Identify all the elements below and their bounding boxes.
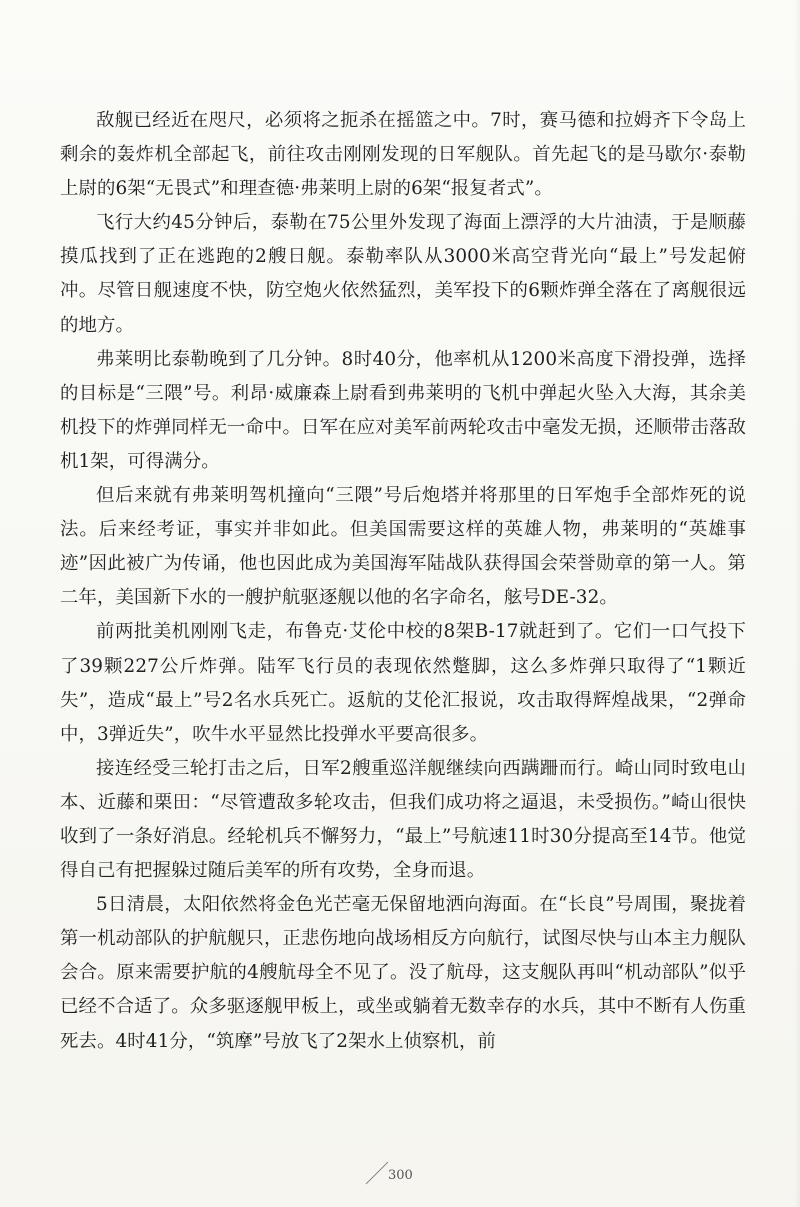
paragraph-7: 5日清晨，太阳依然将金色光芒毫无保留地洒向海面。在“长良”号周围，聚拢着第一机动部队的护航舰只，正悲伤地向战场相反方向航行，试图尽快与山本主力舰队会合。原来需要护航的4艘航母全不见了。没了航母，这支舰队再叫“机动部队”似乎已经不合适了。众多驱逐舰甲板上，或坐或躺着无数幸存的水兵，其中不断有人伤重死去。4时41分，“筑摩”号放飞了2架水上侦察机，前 xyxy=(60,894,746,1052)
page-edge-shadow xyxy=(794,0,800,1207)
paragraph-6: 接连经受三轮打击之后，日军2艘重巡洋舰继续向西蹒跚而行。崎山同时致电山本、近藤和栗田：“尽管遭敌多轮攻击，但我们成功将之逼退，未受损伤。”崎山很快收到了一条好消息。经轮机兵不懈努力，“最上”号航速11时30分提高至14节。他觉得自己有把握躲过随后美军的所有攻势，全身而退。 xyxy=(60,757,746,882)
body-text xyxy=(60,104,746,1059)
page-number: 300 xyxy=(388,1168,413,1183)
paragraph-5: 前两批美机刚刚飞走，布鲁克·艾伦中校的8架B-17就赶到了。它们一口气投下了39颗227公斤炸弹。陆军飞行员的表现依然蹩脚，这么多炸弹只取得了“1颗近失”，造成“最上”号2名水兵死亡。返航的艾伦汇报说，攻击取得辉煌战果，“2弹命中，3弹近失”，吹牛水平显然比投弹水平要高很多。 xyxy=(60,621,746,745)
paragraph-1: 敌舰已经近在咫尺，必须将之扼杀在摇篮之中。7时，赛马德和拉姆齐下令岛上剩余的轰炸机全部起飞，前往攻击刚刚发现的日军舰队。首先起飞的是马歇尔·泰勒上尉的6架“无畏式”和理查德·弗莱明上尉的6架“报复者式”。 xyxy=(60,110,746,200)
paragraph-4: 但后来就有弗莱明驾机撞向“三隈”号后炮塔并将那里的日军炮手全部炸死的说法。后来经考证，事实并非如此。但美国需要这样的英雄人物，弗莱明的“英雄事迹”因此被广为传诵，他也因此成为美国海军陆战队获得国会荣誉勋章的第一人。第二年，美国新下水的一艘护航驱逐舰以他的名字命名，舷号DE-32。 xyxy=(60,485,746,609)
paragraph-2: 飞行大约45分钟后，泰勒在75公里外发现了海面上漂浮的大片油渍，于是顺藤摸瓜找到了正在逃跑的2艘日舰。泰勒率队从3000米高空背光向“最上”号发起俯冲。尽管日舰速度不快，防空炮火依然猛烈，美军投下的6颗炸弹全落在了离舰很远的地方。 xyxy=(60,212,746,336)
paragraph-3: 弗莱明比泰勒晚到了几分钟。8时40分，他率机从1200米高度下滑投弹，选择的目标是“三隈”号。利昂·威廉森上尉看到弗莱明的飞机中弹起火坠入大海，其余美机投下的炸弹同样无一命中。日军在应对美军前两轮攻击中毫发无损，还顺带击落敌机1架，可得满分。 xyxy=(60,348,746,472)
